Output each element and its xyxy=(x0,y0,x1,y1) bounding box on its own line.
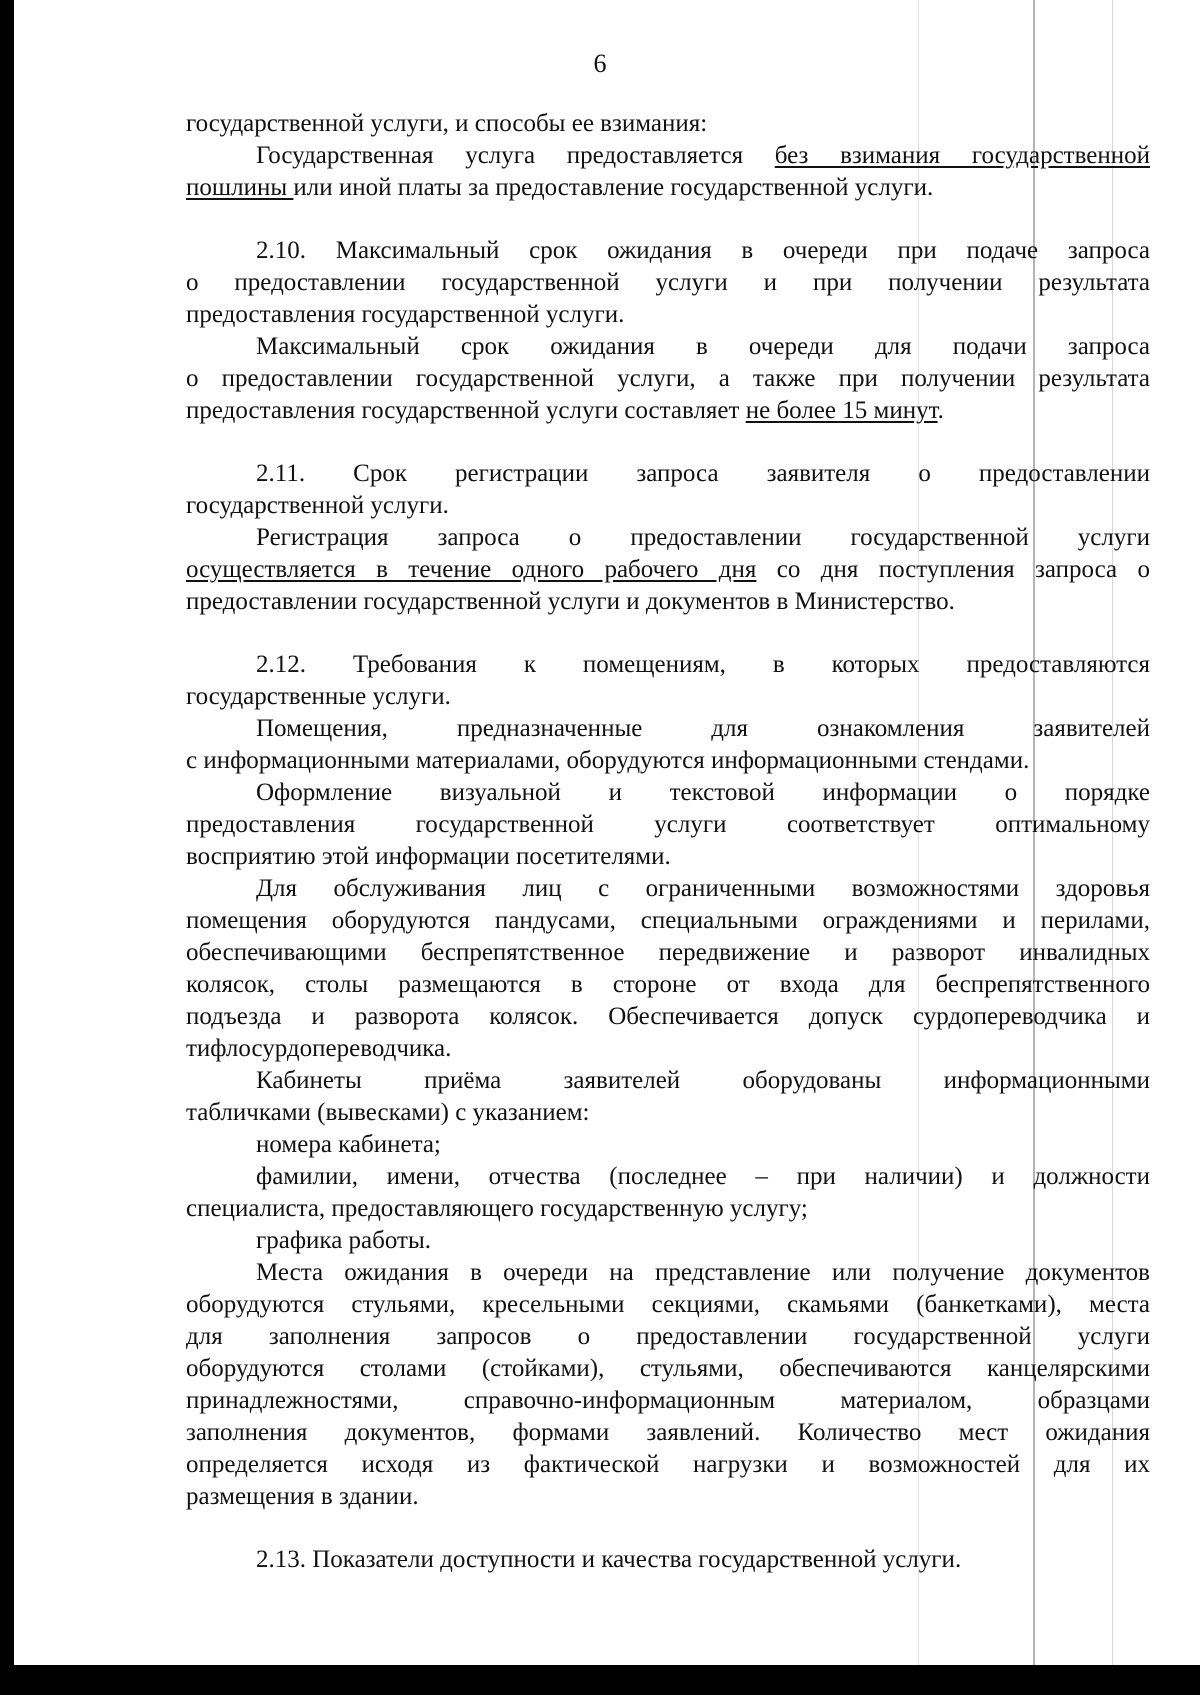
text-line: восприятию этой информации посетителями. xyxy=(186,843,671,870)
underlined-text: пошлины xyxy=(186,174,294,201)
scan-edge-left xyxy=(0,0,14,1695)
text-line: помещения оборудуются пандусами, специальными ограждениями и перилами, xyxy=(186,907,1150,934)
text-line: для заполнения запросов о предоставлении государственной услуги xyxy=(186,1323,1150,1350)
text-line xyxy=(186,172,1150,204)
page-number: 6 xyxy=(593,49,607,78)
text-line: тифлосурдопереводчика. xyxy=(186,1035,452,1062)
text-line: специалиста, предоставляющего государственную услугу; xyxy=(186,1195,808,1222)
section-heading-2-13: 2.13. Показатели доступности и качества государственной услуги. xyxy=(256,1546,962,1573)
text-line: колясок, столы размещаются в стороне от входа для беспрепятственного xyxy=(186,971,1150,998)
scan-edge-bottom xyxy=(0,1665,1200,1695)
list-item: номера кабинета; xyxy=(256,1131,441,1158)
text-line: предоставления государственной услуги. xyxy=(186,301,625,328)
text-line: Помещения, предназначенные для ознакомления заявителей xyxy=(256,715,1150,742)
text-fragment: Государственная услуга предоставляется xyxy=(256,142,775,169)
document-body xyxy=(186,108,1150,1576)
text-line: подъезда и разворота колясок. Обеспечивается допуск сурдопереводчика и xyxy=(186,1003,1150,1030)
list-item: графика работы. xyxy=(256,1227,431,1254)
underlined-text: осуществляется в течение одного рабочего дня xyxy=(186,556,757,583)
text-line: государственной услуги, и способы ее взимания: xyxy=(186,110,708,137)
text-line xyxy=(186,395,1150,427)
text-line: Для обслуживания лиц с ограниченными возможностями здоровья xyxy=(256,875,1150,902)
section-heading-2-11: 2.11. Срок регистрации запроса заявителя о предоставлении xyxy=(256,460,1150,487)
text-line: о предоставлении государственной услуги, а также при получении результата xyxy=(186,365,1150,392)
text-line: с информационными материалами, оборудуются информационными стендами. xyxy=(186,747,1030,774)
text-line: государственной услуги. xyxy=(186,492,449,519)
text-fragment: или иной платы за предоставление государственной услуги. xyxy=(293,174,934,201)
text-line: предоставления государственной услуги соответствует оптимальному xyxy=(186,811,1150,838)
text-line: Кабинеты приёма заявителей оборудованы информационными xyxy=(256,1067,1150,1094)
text-fragment: . xyxy=(937,397,944,424)
text-line: обеспечивающими беспрепятственное передвижение и разворот инвалидных xyxy=(186,939,1150,966)
text-fragment: со дня поступления запроса о xyxy=(756,556,1150,583)
text-line xyxy=(186,554,1150,586)
text-line: предоставлении государственной услуги и документов в Министерство. xyxy=(186,588,955,615)
text-line: принадлежностями, справочно-информационным материалом, образцами xyxy=(186,1387,1150,1414)
text-line: Максимальный срок ожидания в очереди для подачи запроса xyxy=(256,333,1150,360)
text-line: Регистрация запроса о предоставлении государственной услуги xyxy=(256,524,1150,551)
list-item: фамилии, имени, отчества (последнее – при наличии) и должности xyxy=(256,1163,1150,1190)
text-line: Оформление визуальной и текстовой информации о порядке xyxy=(256,779,1150,806)
underlined-text: без взимания государственной xyxy=(774,142,1151,169)
underlined-text: не более 15 минут xyxy=(745,397,938,424)
text-line: заполнения документов, формами заявлений. Количество мест ожидания xyxy=(186,1419,1150,1446)
text-fragment: предоставления государственной услуги составляет xyxy=(186,397,746,424)
section-heading-2-12: 2.12. Требования к помещениям, в которых предоставляются xyxy=(256,651,1150,678)
text-line xyxy=(186,140,1150,172)
text-line: размещения в здании. xyxy=(186,1483,419,1510)
text-line: определяется исходя из фактической нагрузки и возможностей для их xyxy=(186,1451,1150,1478)
text-line: оборудуются стульями, кресельными секциями, скамьями (банкетками), места xyxy=(186,1291,1150,1318)
text-line: о предоставлении государственной услуги и при получении результата xyxy=(186,269,1150,296)
text-line: оборудуются столами (стойками), стульями, обеспечиваются канцелярскими xyxy=(186,1355,1150,1382)
text-line: табличками (вывесками) с указанием: xyxy=(186,1099,590,1126)
section-heading-2-10: 2.10. Максимальный срок ожидания в очереди при подаче запроса xyxy=(256,237,1150,264)
text-line: государственные услуги. xyxy=(186,683,451,710)
text-line: Места ожидания в очереди на представление или получение документов xyxy=(256,1259,1150,1286)
